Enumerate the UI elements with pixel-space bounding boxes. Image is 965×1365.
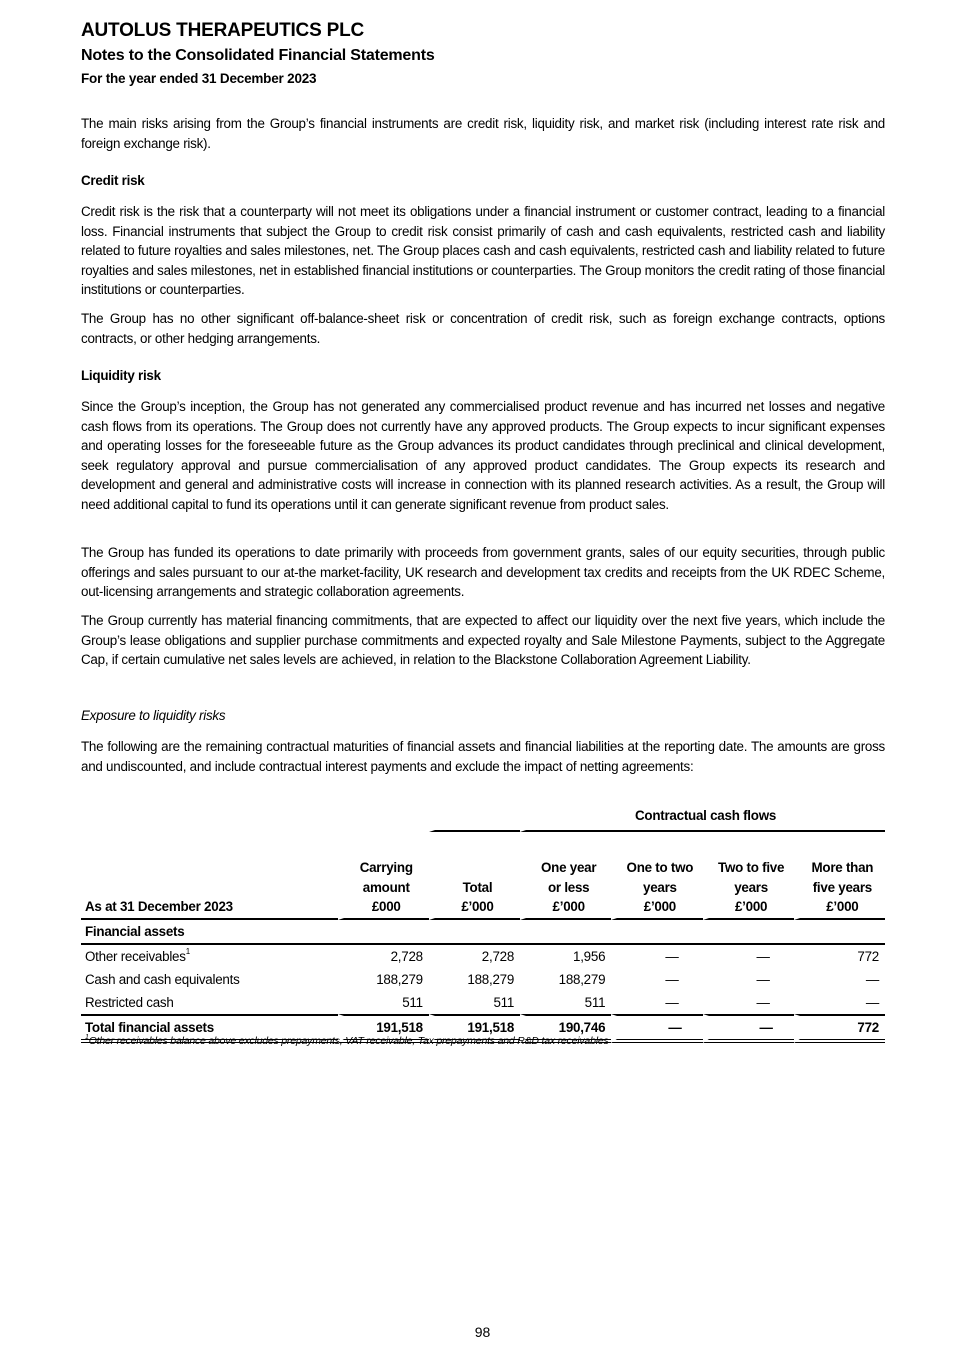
liquidity-risk-heading: Liquidity risk xyxy=(81,368,161,383)
total-one-to-two: — xyxy=(611,1014,702,1043)
total-total: 191,518 xyxy=(429,1014,520,1043)
intro-paragraph: The main risks arising from the Group’s financial instruments are credit risk, liquidity risk, and market risk (including interest rate risk and foreign exchange risk). xyxy=(81,116,885,151)
section-label: Financial assets xyxy=(81,920,338,945)
contractual-cash-flows-header: Contractual cash flows xyxy=(520,808,885,832)
cell-total: 188,279 xyxy=(467,971,515,987)
cell-two-to-five: — xyxy=(756,948,770,964)
cell-carrying: 511 xyxy=(402,994,423,1010)
col-header-one-year-or-less: One year or less £’000 xyxy=(520,832,611,920)
cell-more-than-five: 772 xyxy=(857,948,879,964)
liquidity-risk-paragraph-1: Since the Group’s inception, the Group has not generated any commercialised product revenue and has incurred net losses and negative cash flows from its operations. The Group does not currently have any approved products. The Group expects to incur significant expenses and operating losses for the foreseeable future as the Group advances its product candidates through preclinical and clinical development, seek regulatory approval and pursue commercialisation of any approved product candidates. The Group expects its research and development and general and administrative costs will increase in connection with its planned research activities. As a result, the Group will need additional capital to fund its operations until it can generate significant revenue from product sales. xyxy=(81,399,885,512)
cell-more-than-five: — xyxy=(865,994,879,1010)
group-header-row xyxy=(81,808,885,832)
col-header-total: Total £’000 xyxy=(429,832,520,920)
cell-one-to-two: — xyxy=(665,948,679,964)
reporting-period: For the year ended 31 December 2023 xyxy=(81,71,317,86)
exposure-paragraph: The following are the remaining contractual maturities of financial assets and financial liabilities at the reporting date. The amounts are gross and undiscounted, and include contractual interest payments and exclude the impact of netting agreements: xyxy=(81,739,885,774)
col-header-as-at: As at 31 December 2023 xyxy=(81,832,338,920)
contractual-maturities-table xyxy=(81,808,885,1043)
column-header-row xyxy=(81,832,885,920)
total-carrying: 191,518 xyxy=(338,1014,429,1043)
cell-total: 2,728 xyxy=(481,948,515,964)
table-footnote: $^1$Other receivables balance above excludes prepayments, VAT receivable, Tax prepayments and R&D tax receivables xyxy=(85,1034,609,1047)
table-row xyxy=(81,945,885,968)
row-label: Other receivables$^1$ xyxy=(85,946,190,964)
liquidity-risk-paragraph-2: The Group has funded its operations to date primarily with proceeds from government grants, sales of our equity securities, through public offerings and sales pursuant to our at-the market-facility, UK research and development tax credits and receipts from the UK RDEC Scheme, out-licensing arrangements and strategic collaboration agreements. xyxy=(81,545,885,599)
document-title: Notes to the Consolidated Financial Statements xyxy=(81,47,435,64)
total-more-than-five: 772 xyxy=(794,1014,885,1043)
col-header-more-than-five-years: More than five years £’000 xyxy=(794,832,885,920)
cell-total: 511 xyxy=(493,994,515,1010)
cell-one-year: 188,279 xyxy=(558,971,606,987)
cell-more-than-five: — xyxy=(865,971,879,987)
col-header-two-to-five-years: Two to five years £’000 xyxy=(703,832,794,920)
cell-carrying: 2,728 xyxy=(390,948,423,964)
cell-one-to-two: — xyxy=(665,971,679,987)
row-label: Cash and cash equivalents xyxy=(85,971,240,987)
credit-risk-paragraph-1: Credit risk is the risk that a counterparty will not meet its obligations under a financial instrument or customer contract, leading to a financial loss. Financial instruments that subject the Group to credit risk consist primarily of cash and cash equivalents, restricted cash and liability related to future royalties and sales milestones, net. The Group places cash and cash equivalents, restricted cash and liability related to future royalties and sales milestones, net in established financial institutions or counterparties. The Group monitors the credit rating of those financial institutions or counterparties. xyxy=(81,204,885,297)
liquidity-risk-paragraph-3: The Group currently has material financing commitments, that are expected to affect our liquidity over the next five years, which include the Group’s lease obligations and supplier purchase commitments and expected royalty and Sale Milestone Payments, subject to the Aggregate Cap, if certain cumulative net sales levels are achieved, in relation to the Blackstone Collaboration Agreement Liability. xyxy=(81,613,885,667)
cell-one-to-two: — xyxy=(665,994,679,1010)
credit-risk-paragraph-2: The Group has no other significant off-balance-sheet risk or concentration of credit risk, such as foreign exchange contracts, options contracts, or other hedging arrangements. xyxy=(81,311,885,346)
col-header-carrying-amount: Carrying amount £000 xyxy=(338,832,429,920)
table-row xyxy=(81,968,885,991)
total-label: Total financial assets xyxy=(81,1014,338,1043)
cell-one-year: 511 xyxy=(584,994,606,1010)
total-two-to-five: — xyxy=(703,1014,794,1043)
credit-risk-heading: Credit risk xyxy=(81,173,145,188)
col-header-one-to-two-years: One to two years £’000 xyxy=(611,832,702,920)
cell-one-year: 1,956 xyxy=(573,948,606,964)
page-number: 98 xyxy=(474,1324,491,1340)
cell-carrying: 188,279 xyxy=(376,971,423,987)
row-label: Restricted cash xyxy=(85,994,174,1010)
cell-two-to-five: — xyxy=(756,971,770,987)
exposure-heading: Exposure to liquidity risks xyxy=(81,708,226,723)
total-one-year: 190,746 xyxy=(520,1014,611,1043)
cell-two-to-five: — xyxy=(756,994,770,1010)
table-row xyxy=(81,991,885,1014)
footnote-marker: 1 xyxy=(185,946,190,956)
section-row-financial-assets xyxy=(81,920,885,945)
company-name: AUTOLUS THERAPEUTICS PLC xyxy=(81,20,365,41)
